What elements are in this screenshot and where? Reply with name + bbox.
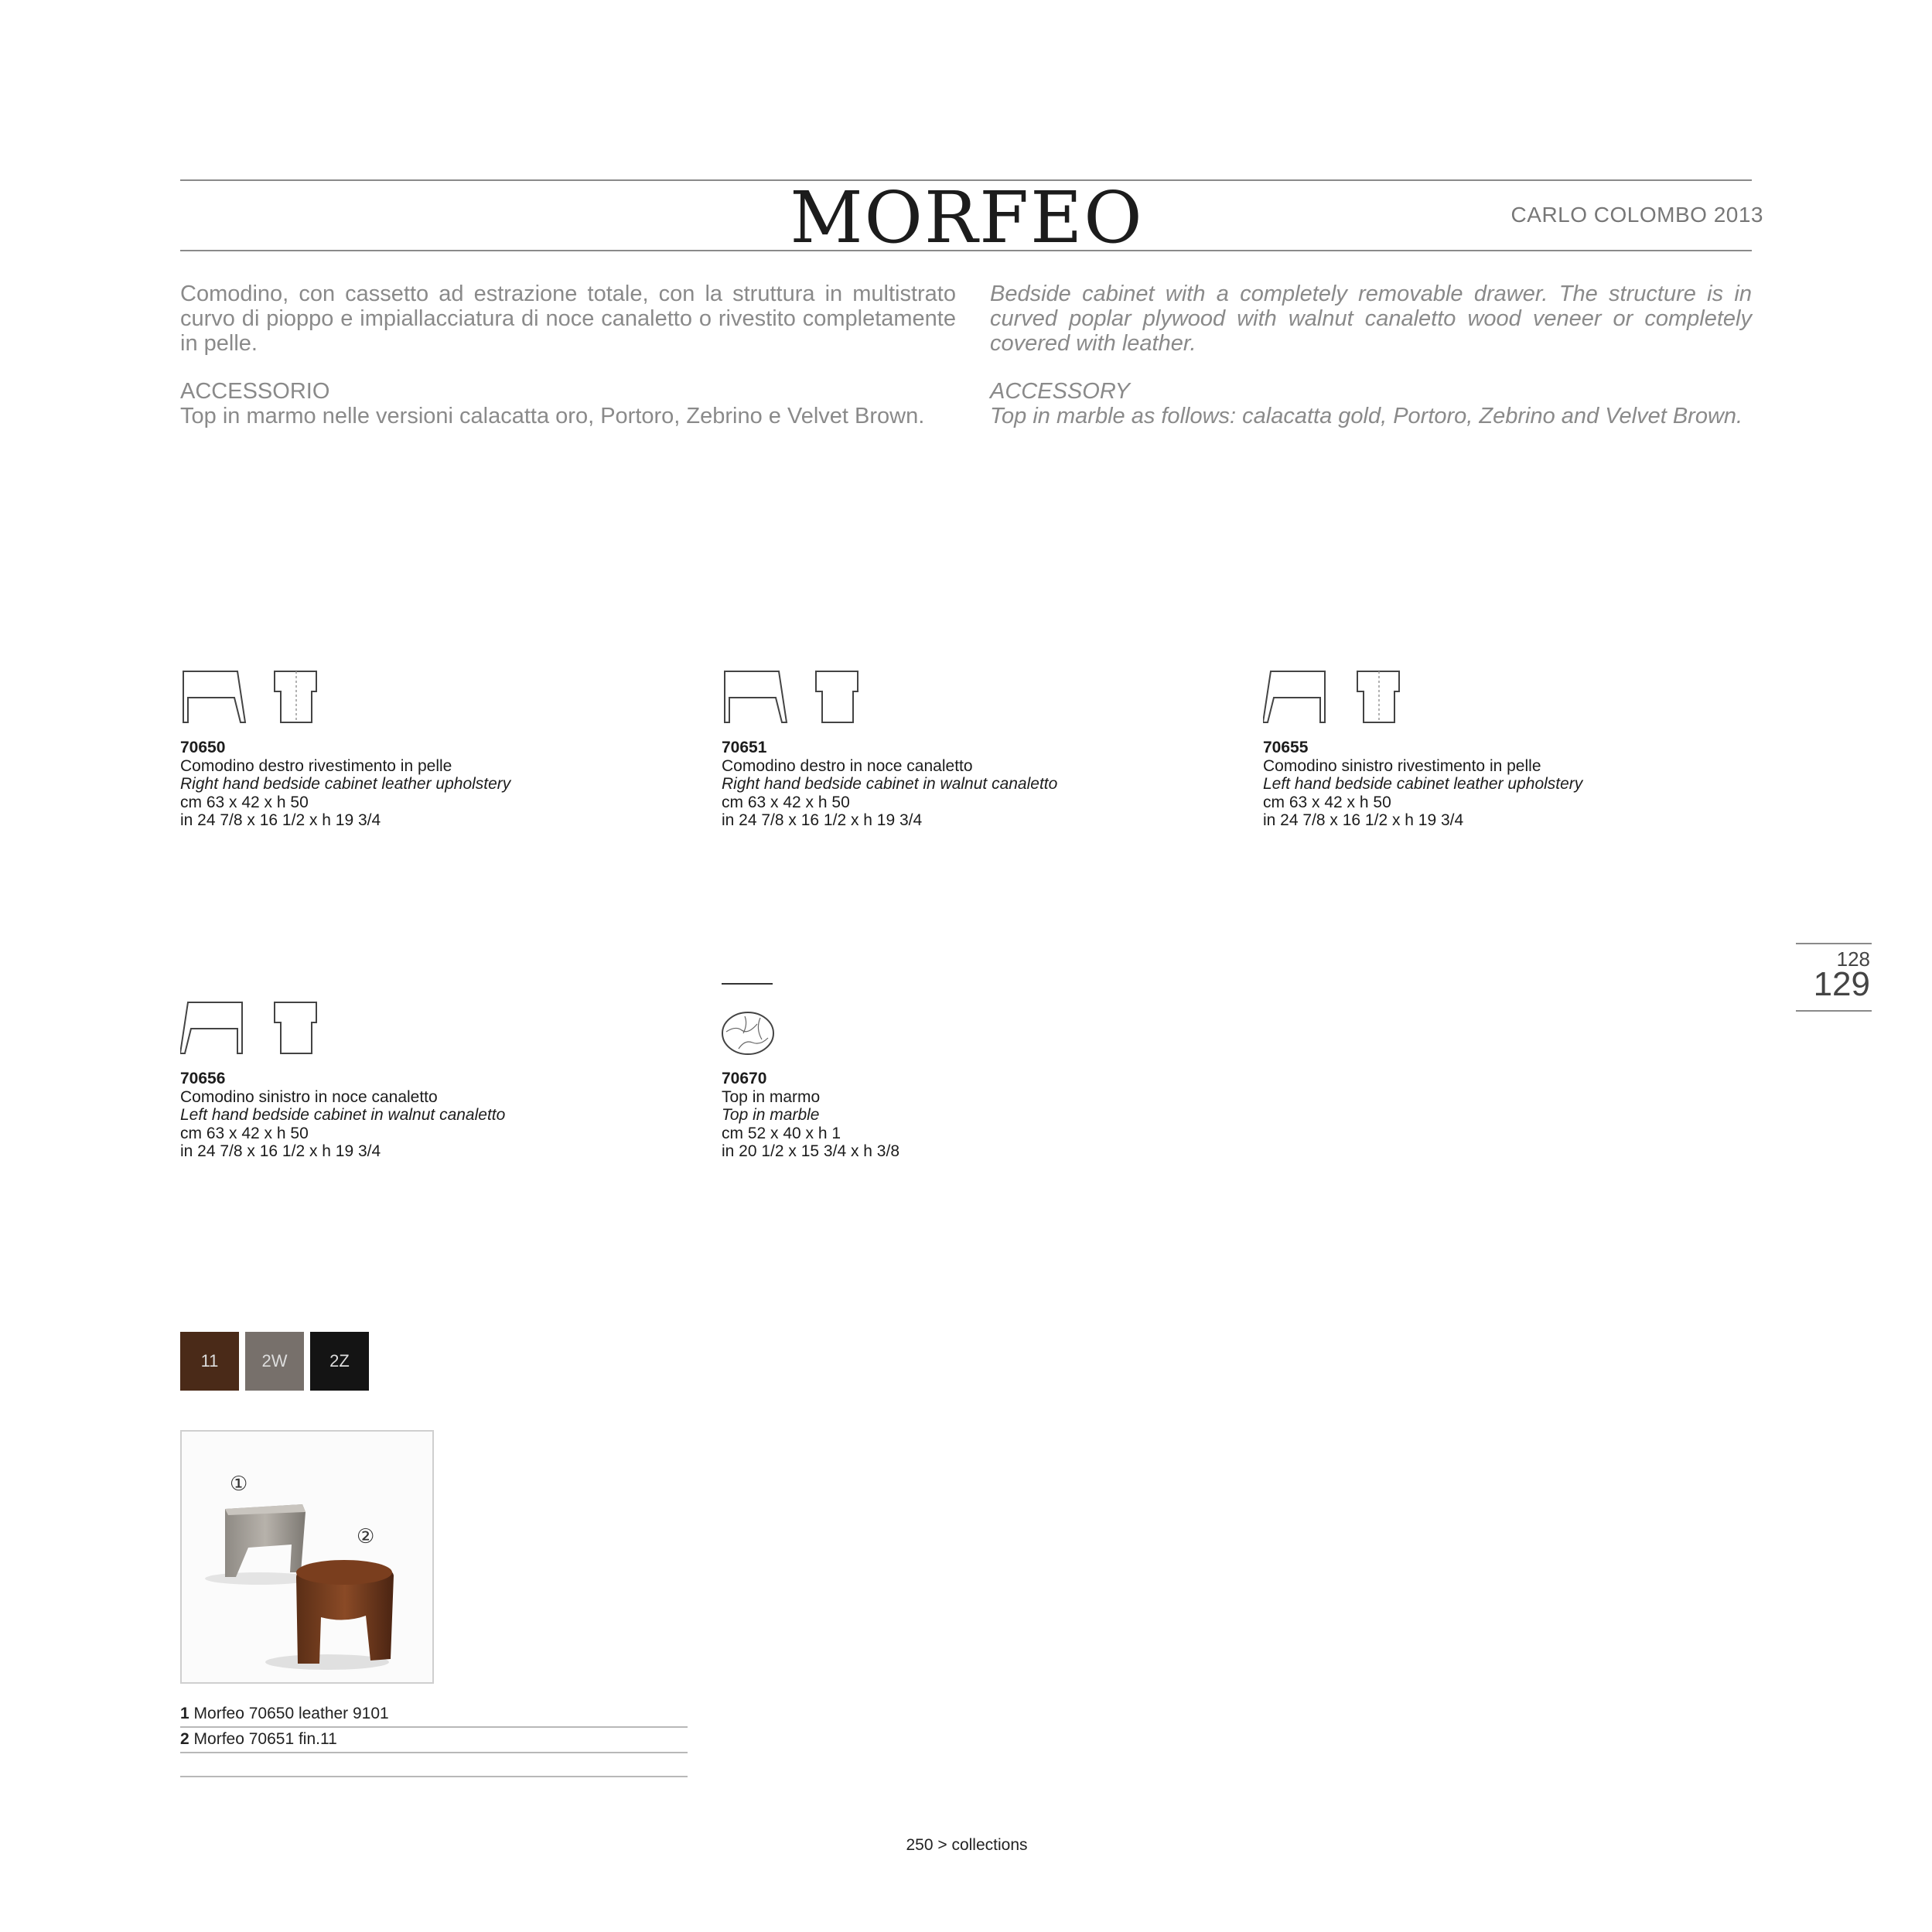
product-name-en: Top in marble — [722, 1106, 820, 1124]
product-dimensions-in: in 24 7/8 x 16 1/2 x h 19 3/4 — [1263, 811, 1464, 829]
product-name-en: Right hand bedside cabinet leather upholstery — [180, 775, 511, 793]
designer-credit: CARLO COLOMBO 2013 — [1510, 203, 1763, 227]
page-footer: 250 > collections — [906, 1836, 1028, 1854]
product-code: 70670 — [722, 1070, 767, 1087]
product-name-it: Comodino sinistro rivestimento in pelle — [1263, 756, 1541, 775]
product-70670 — [722, 1070, 1155, 1161]
page-number-left: 128 — [1836, 947, 1870, 971]
caption-number: 1 — [180, 1705, 189, 1722]
description-it-text: Comodino, con cassetto ad estrazione totale, con la struttura in multistrato curvo di pioppo e impiallacciatura di noce canaletto o rivestito completamente in pelle. — [180, 282, 956, 356]
bedside-cabinet-outline-icon — [180, 668, 319, 724]
product-photo — [180, 1430, 434, 1684]
product-name-en: Right hand bedside cabinet in walnut canaletto — [722, 775, 1058, 793]
description-italian — [180, 282, 956, 428]
accessory-text-en: Top in marble as follows: calacatta gold, Portoro, Zebrino and Velvet Brown. — [990, 404, 1743, 428]
product-code: 70650 — [180, 739, 226, 756]
product-code: 70655 — [1263, 739, 1309, 756]
photo-marker-1: ① — [230, 1473, 248, 1496]
finish-swatch-11: 11 — [180, 1332, 239, 1391]
product-70656 — [180, 1070, 613, 1161]
bedside-cabinets-illustration — [182, 1432, 432, 1682]
description-en-text: Bedside cabinet with a completely removable drawer. The structure is in curved poplar plywood with walnut canaletto wood veneer or completely covered with leather. — [990, 282, 1752, 356]
caption-text: Morfeo 70651 fin.11 — [193, 1730, 337, 1748]
caption-row-2 — [180, 1729, 688, 1753]
page-number-right: 129 — [1813, 965, 1870, 1003]
page-title: MORFEO — [790, 176, 1144, 259]
product-70650 — [180, 739, 613, 830]
page-number-rule-bottom — [1796, 1010, 1872, 1012]
caption-row-1 — [180, 1703, 688, 1728]
bedside-cabinet-outline-icon — [1263, 668, 1402, 724]
marble-top-profile-line — [722, 983, 773, 985]
caption-text: Morfeo 70650 leather 9101 — [193, 1705, 389, 1722]
header-rule-bottom — [180, 250, 1752, 251]
product-dimensions-cm: cm 52 x 40 x h 1 — [722, 1124, 841, 1142]
product-dimensions-in: in 20 1/2 x 15 3/4 x h 3/8 — [722, 1142, 899, 1160]
product-dimensions-in: in 24 7/8 x 16 1/2 x h 19 3/4 — [180, 1142, 381, 1160]
product-dimensions-in: in 24 7/8 x 16 1/2 x h 19 3/4 — [722, 811, 923, 829]
product-name-en: Left hand bedside cabinet leather upholstery — [1263, 775, 1583, 793]
product-dimensions-in: in 24 7/8 x 16 1/2 x h 19 3/4 — [180, 811, 381, 829]
page-number-rule-top — [1796, 943, 1872, 944]
product-code: 70656 — [180, 1070, 226, 1087]
product-dimensions-cm: cm 63 x 42 x h 50 — [1263, 793, 1391, 811]
product-code: 70651 — [722, 739, 767, 756]
product-name-it: Comodino destro in noce canaletto — [722, 756, 973, 775]
finish-swatch-2z: 2Z — [310, 1332, 369, 1391]
product-name-it: Top in marmo — [722, 1087, 821, 1106]
accessory-text-it: Top in marmo nelle versioni calacatta oro, Portoro, Zebrino e Velvet Brown. — [180, 404, 925, 428]
bedside-cabinet-outline-icon — [722, 668, 861, 724]
caption-rule-bottom — [180, 1776, 688, 1777]
accessory-heading-it: ACCESSORIO — [180, 379, 330, 404]
marble-top-outline-icon — [722, 1010, 777, 1056]
description-english — [990, 282, 1752, 428]
accessory-heading-en: ACCESSORY — [990, 379, 1131, 404]
bedside-cabinet-outline-icon — [180, 999, 319, 1055]
product-name-it: Comodino sinistro in noce canaletto — [180, 1087, 438, 1106]
photo-marker-2: ② — [357, 1525, 375, 1548]
product-70655 — [1263, 739, 1696, 830]
product-name-it: Comodino destro rivestimento in pelle — [180, 756, 452, 775]
caption-number: 2 — [180, 1730, 189, 1748]
product-dimensions-cm: cm 63 x 42 x h 50 — [722, 793, 850, 811]
product-70651 — [722, 739, 1155, 830]
product-dimensions-cm: cm 63 x 42 x h 50 — [180, 1124, 309, 1142]
product-name-en: Left hand bedside cabinet in walnut canaletto — [180, 1106, 506, 1124]
finish-swatch-2w: 2W — [245, 1332, 304, 1391]
product-dimensions-cm: cm 63 x 42 x h 50 — [180, 793, 309, 811]
